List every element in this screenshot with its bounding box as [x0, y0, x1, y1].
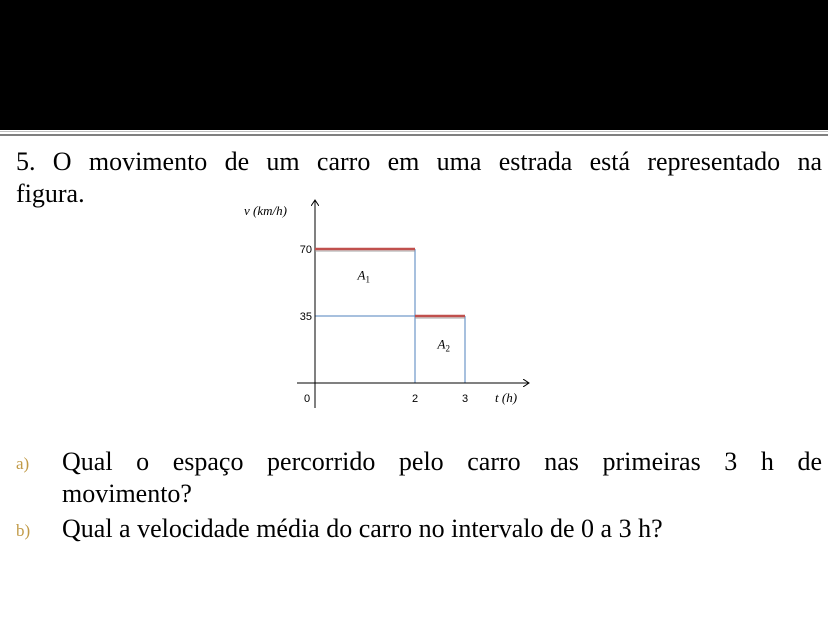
x-tick-label-2: 2 — [411, 393, 419, 405]
area-label-1: $A_1$ — [357, 267, 370, 285]
question-line-2: figura. — [16, 179, 85, 208]
item-a-line-1: Qual o espaço percorrido pelo carro nas primeiras 3 h de — [62, 447, 822, 476]
x-axis-label: t (h) — [495, 390, 518, 405]
question-items — [16, 446, 822, 548]
y-axis-label: v (km/h) — [244, 203, 287, 218]
area-label-2: $A_2$ — [437, 336, 450, 354]
item-a-text — [62, 446, 822, 510]
y-tick-label-35: 35 — [299, 311, 312, 323]
y-tick-label-70: 70 — [299, 244, 312, 256]
origin-label: 0 — [303, 393, 311, 405]
item-a-marker: a) — [16, 454, 30, 473]
item-b — [16, 513, 822, 545]
item-a-line-2: movimento? — [62, 479, 192, 508]
x-tick-label-3: 3 — [461, 393, 469, 405]
item-a — [16, 446, 822, 510]
item-b-text: Qual a velocidade média do carro no intervalo de 0 a 3 h? — [62, 514, 663, 543]
question-line-1: 5. O movimento de um carro em uma estrada está representado na — [16, 147, 822, 176]
item-b-marker: b) — [16, 521, 31, 540]
